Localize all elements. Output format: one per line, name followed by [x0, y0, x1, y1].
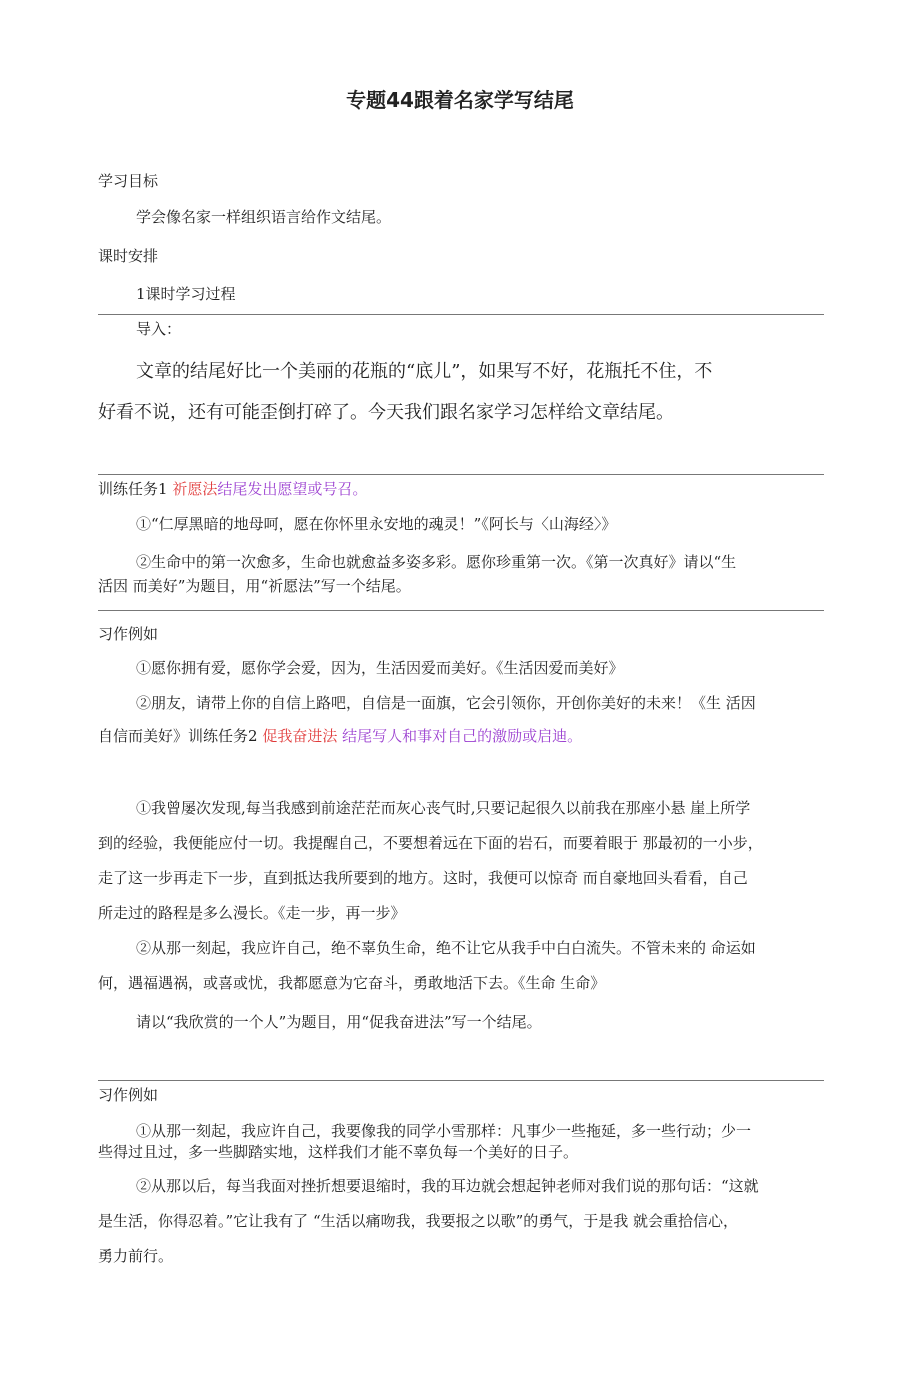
sample-heading: 习作例如	[98, 625, 159, 643]
sample-text: 些得过且过，多一些脚踏实地，这样我们才能不辜负每一个美好的日子。	[98, 1143, 579, 1161]
schedule-heading: 课时安排	[98, 247, 159, 265]
task2-heading	[98, 725, 582, 746]
sample-text: ①从那一刻起，我应许自己，我要像我的同学小雪那样：凡事少一些拖延，多一些行动；少一	[136, 1122, 752, 1140]
task1-example: 活因 而美好”为题目，用“祈愿法”写一个结尾。	[98, 577, 411, 595]
task1-label: 训练任务1	[98, 480, 173, 498]
task2-example: 走了这一步再走下一步，直到抵达我所要到的地方。这时，我便可以惊奇 而自豪地回头看看，自己	[98, 869, 748, 887]
sample-heading: 习作例如	[98, 1086, 159, 1104]
task1-example: ②生命中的第一次愈多，生命也就愈益多姿多彩。愿你珍重第一次。《第一次真好》请以“生	[136, 553, 737, 571]
sample-text: ②从那以后，每当我面对挫折想要退缩时，我的耳边就会想起钟老师对我们说的那句话：“这就	[136, 1177, 759, 1195]
sample-text: 勇力前行。	[98, 1247, 174, 1265]
task1-example: ①“仁厚黑暗的地母呵，愿在你怀里永安地的魂灵！”《阿长与〈山海经〉》	[136, 515, 617, 533]
divider	[98, 610, 824, 611]
task2-example: 何，遇福遇祸，或喜或忧，我都愿意为它奋斗，勇敢地活下去。《生命 生命》	[98, 974, 606, 992]
page-title: 专题44跟着名家学写结尾	[346, 88, 574, 112]
divider	[98, 1080, 824, 1081]
task2-example: ②从那一刻起，我应许自己，绝不辜负生命，绝不让它从我手中白白流失。不管未来的 命运如	[136, 939, 756, 957]
intro-paragraph-line: 好看不说，还有可能歪倒打碎了。今天我们跟名家学习怎样给文章结尾。	[98, 402, 674, 423]
task2-example: 到的经验，我便能应付一切。我提醒自己，不要想着远在下面的岩石，而要着眼于 那最初的一小步，	[98, 834, 763, 852]
task1-heading	[98, 478, 367, 499]
goal-text: 学会像名家一样组织语言给作文结尾。	[136, 208, 392, 226]
task1-method: 祈愿法	[172, 480, 218, 498]
schedule-text: 1课时学习过程	[136, 285, 236, 303]
task2-description: 结尾写人和事对自己的激励或启迪。	[337, 727, 583, 745]
goal-heading: 学习目标	[98, 172, 159, 190]
task1-description: 结尾发出愿望或号召。	[217, 480, 368, 498]
task2-example: 所走过的路程是多么漫长。《走一步，再一步》	[98, 904, 406, 922]
divider	[98, 314, 824, 315]
sample-text: 自信而美好》训练任务2	[98, 727, 263, 745]
sample-text: ①愿你拥有爱，愿你学会爱，因为，生活因爱而美好。《生活因爱而美好》	[136, 659, 624, 677]
task2-prompt: 请以“我欣赏的一个人”为题目，用“促我奋进法”写一个结尾。	[136, 1013, 542, 1031]
sample-text: ②朋友，请带上你的自信上路吧，自信是一面旗，它会引领你，开创你美好的未来！《生 活因	[136, 694, 756, 712]
sample-text: 是生活，你得忍着。”它让我有了 “生活以痛吻我，我要报之以歌”的勇气，于是我 就会重拾信心，	[98, 1212, 739, 1230]
intro-paragraph-line: 文章的结尾好比一个美丽的花瓶的“底儿”，如果写不好，花瓶托不住，不	[136, 361, 713, 382]
intro-heading: 导入：	[136, 320, 182, 338]
task2-example: ①我曾屡次发现,每当我感到前途茫茫而灰心丧气时,只要记起很久以前我在那座小悬 崖上所学	[136, 799, 751, 817]
divider	[98, 474, 824, 475]
task2-method: 促我奋进法	[262, 727, 338, 745]
